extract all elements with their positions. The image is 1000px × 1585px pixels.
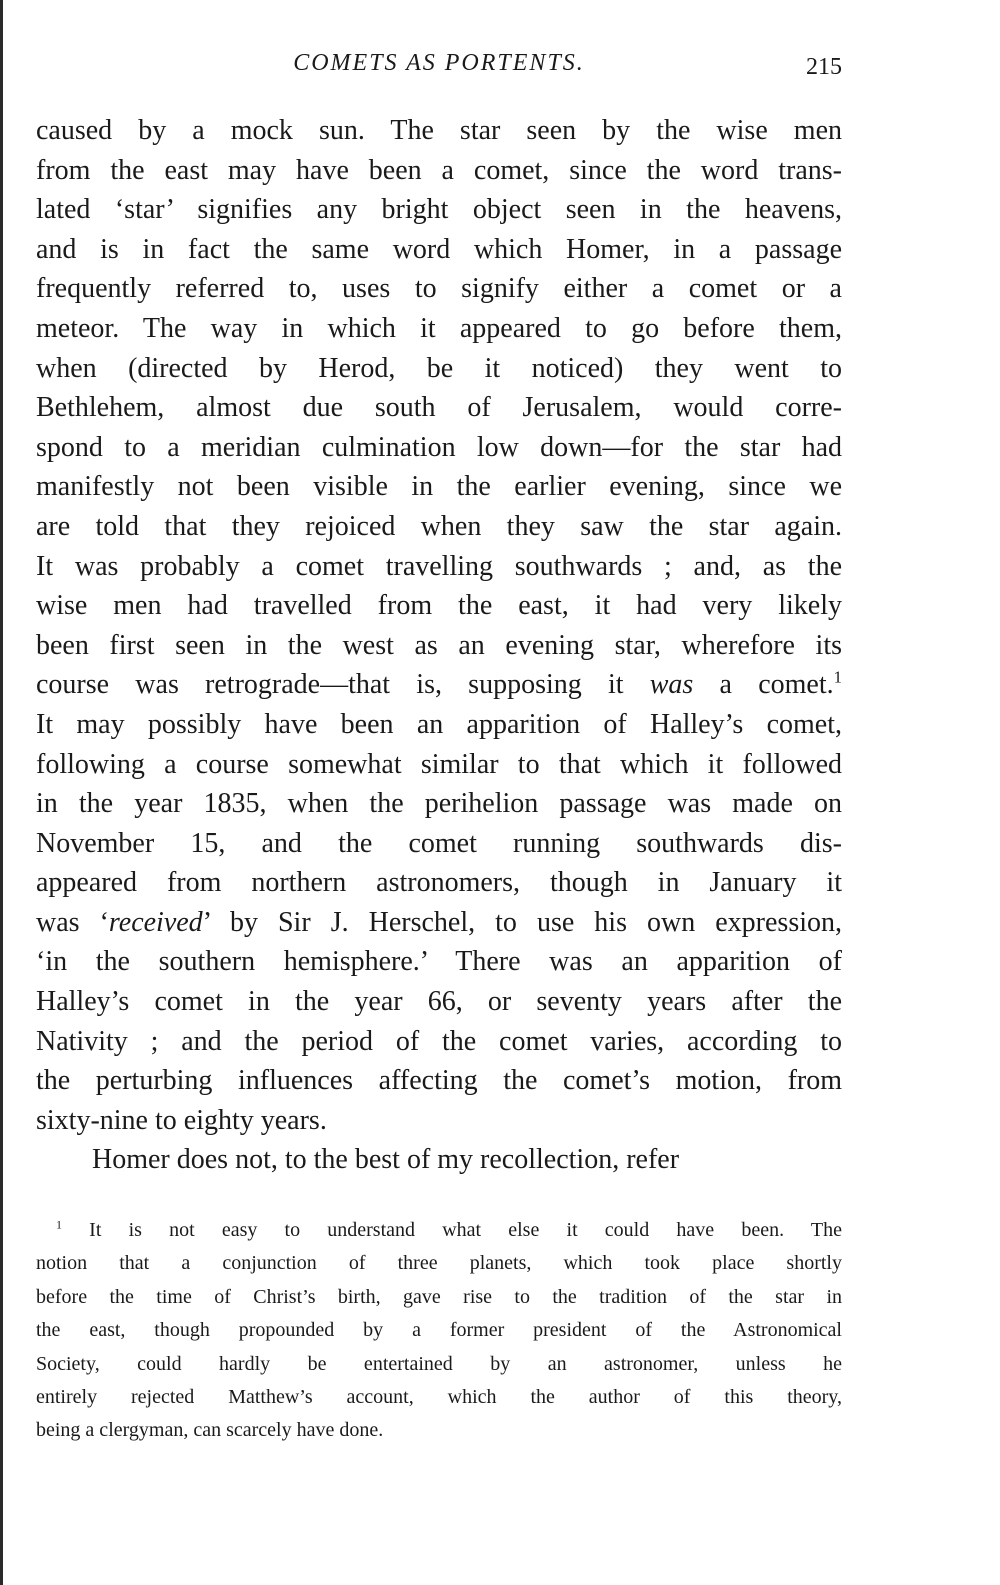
text-line: Nativity ; and the period of the comet varies, according to <box>36 1025 842 1057</box>
text-line: meteor. The way in which it appeared to go before them, <box>36 312 842 344</box>
footnote <box>36 1214 842 1448</box>
text-line: are told that they rejoiced when they saw the star again. <box>36 510 842 542</box>
running-title: COMETS AS PORTENTS. <box>293 50 585 76</box>
text-line: manifestly not been visible in the earlier evening, since we <box>36 471 842 503</box>
text-segment: a comet. <box>693 669 834 701</box>
footnote-line: the east, though propounded by a former president of the Astronomical <box>36 1319 842 1342</box>
text-line: the perturbing influences affecting the comet’s motion, from <box>36 1065 842 1097</box>
footnote-text: It is not easy to understand what else it could have been. The <box>62 1219 842 1241</box>
running-head <box>36 44 842 84</box>
text-line <box>36 903 842 943</box>
text-line: It may possibly have been an apparition of Halley’s comet, <box>36 708 842 740</box>
text-line: following a course somewhat similar to that which it followed <box>36 748 842 780</box>
text-line: It was probably a comet travelling southwards ; and, as the <box>36 550 842 582</box>
text-line: been first seen in the west as an evening star, wherefore its <box>36 629 842 661</box>
text-line: ‘in the southern hemisphere.’ There was an apparition of <box>36 946 842 978</box>
footnote-marker: 1 <box>56 1217 62 1232</box>
text-line: spond to a meridian culmination low down—for the star had <box>36 431 842 463</box>
emphasis: was <box>649 669 694 701</box>
footnote-line <box>36 1214 842 1247</box>
footnote-line: notion that a conjunction of three planets, which took place shortly <box>36 1252 842 1275</box>
text-line: sixty-nine to eighty years. <box>36 1104 327 1136</box>
text-line: in the year 1835, when the perihelion passage was made on <box>36 788 842 820</box>
paragraph-start: Homer does not, to the best of my recollection, refer <box>92 1144 680 1176</box>
text-line: Bethlehem, almost due south of Jerusalem, would corre- <box>36 392 842 424</box>
footnote-line: Society, could hardly be entertained by an astronomer, unless he <box>36 1352 842 1375</box>
text-line: when (directed by Herod, be it noticed) they went to <box>36 352 842 384</box>
text-line: November 15, and the comet running southwards dis- <box>36 827 842 859</box>
text-line: frequently referred to, uses to signify either a comet or a <box>36 273 842 305</box>
text-line: Halley’s comet in the year 66, or seventy years after the <box>36 986 842 1018</box>
footnote-reference[interactable]: 1 <box>833 667 842 687</box>
text-segment: ’ by Sir J. Herschel, to use his own expression, <box>202 906 843 938</box>
page-number: 215 <box>806 54 842 80</box>
footnote-line: entirely rejected Matthew’s account, which the author of this theory, <box>36 1385 842 1408</box>
text-line: from the east may have been a comet, since the word trans- <box>36 154 842 186</box>
text-segment: was ‘ <box>36 906 109 938</box>
text-line: appeared from northern astronomers, though in January it <box>36 867 842 899</box>
text-line-with-footnote <box>36 665 842 705</box>
text-line: and is in fact the same word which Homer, in a passage <box>36 233 842 265</box>
text-line: caused by a mock sun. The star seen by the wise men <box>36 115 842 146</box>
body-text <box>36 111 842 1180</box>
footnote-line: being a clergyman, can scarcely have done. <box>36 1419 384 1442</box>
text-segment: course was retrograde—that is, supposing it <box>36 669 650 701</box>
page-edge <box>0 0 3 1585</box>
text-line: wise men had travelled from the east, it had very likely <box>36 590 842 622</box>
footnote-line: before the time of Christ’s birth, gave rise to the tradition of the star in <box>36 1285 842 1308</box>
emphasis: received <box>108 906 203 938</box>
text-line: lated ‘star’ signifies any bright object seen in the heavens, <box>36 194 842 226</box>
